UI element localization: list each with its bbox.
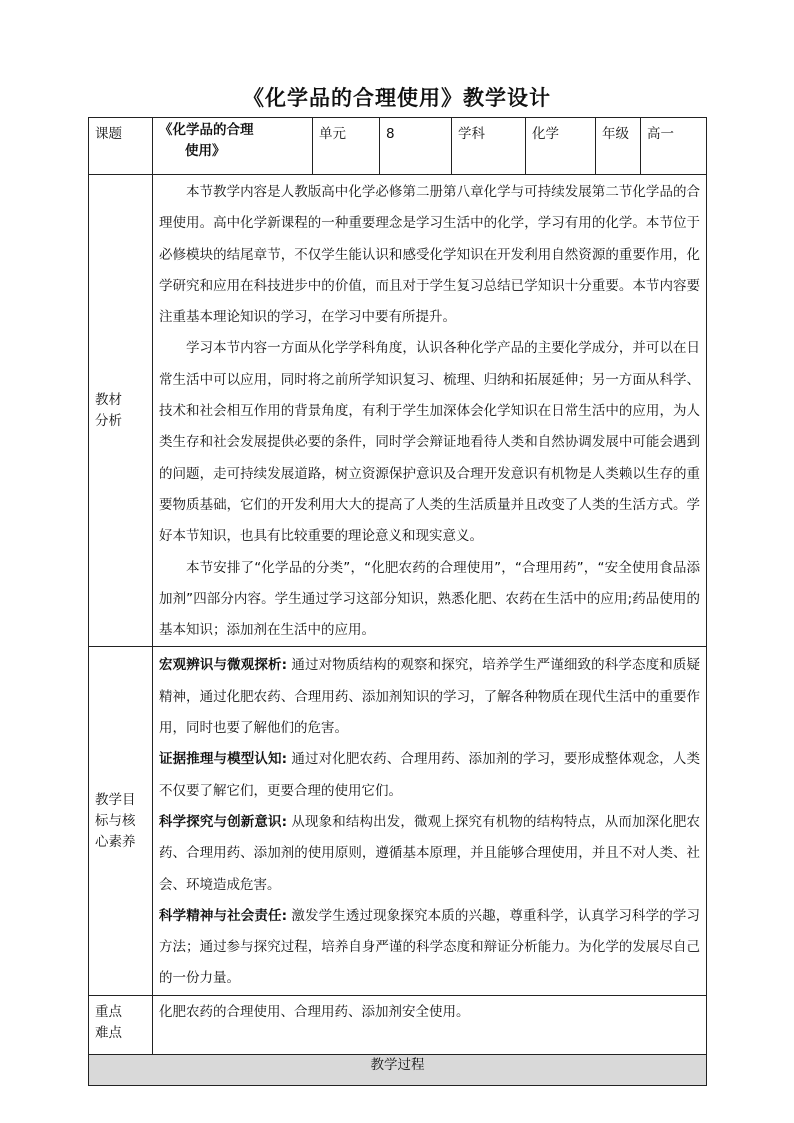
topic-value-line2: 使用》 xyxy=(185,143,226,159)
key-points-label xyxy=(89,995,153,1054)
objective-text: 从现象和结构出发，微观上探究有机物的结构特点，从而加深化肥农药、合理用药、添加剂的使用原则，遵循基本原理，并且能够合理使用，并且不对人类、社会、环境造成危害。 xyxy=(159,813,700,893)
lesson-plan-table xyxy=(88,117,707,1086)
process-row xyxy=(89,1054,707,1085)
analysis-paragraph: 学习本节内容一方面从化学学科角度，认识各种化学产品的主要化学成分，并可以在日常生活中可以应用，同时将之前所学知识复习、梳理、归纳和拓展延伸；另一方面从科学、技术和社会相互作用的背景角度，有利于学生加深体会化学知识在日常生活中的应用，为人类生存和社会发展提供必要的条件，同时学会辩证地看待人类和自然协调发展中可能会遇到的问题，走可持续发展道路，树立资源保护意识及合理开发意识有机物是人类赖以生存的重要物质基础，它们的开发利用大大的提高了人类的生活质量并且改变了人类的生活方式。学好本节知识，也具有比较重要的理论意义和现实意义。 xyxy=(159,340,700,545)
objective-text: 通过对物质结构的观察和探究，培养学生严谨细致的科学态度和质疑精神，通过化肥农药、合理用药、添加剂知识的学习，了解各种物质在现代生活中的重要作用，同时也要了解他们的危害。 xyxy=(159,657,700,737)
page-title: 《化学品的合理使用》教学设计 xyxy=(243,86,551,110)
topic-label: 课题 xyxy=(89,118,153,175)
analysis-label-line2: 分析 xyxy=(95,412,122,429)
key-points-label-line1: 重点 xyxy=(95,1003,122,1020)
subject-label: 学科 xyxy=(452,118,526,175)
unit-value: 8 xyxy=(380,118,452,175)
objective-text: 激发学生透过现象探究本质的兴趣，尊重科学，认真学习科学的学习方法；通过参与探究过程，培养自身严谨的科学态度和辩证分析能力。为化学的发展尽自己的一份力量。 xyxy=(159,907,700,987)
header-row xyxy=(89,118,707,175)
unit-label: 单元 xyxy=(313,118,380,175)
objective-heading: 宏观辨识与微观探析: xyxy=(159,657,288,674)
objectives-row xyxy=(89,647,707,995)
key-points-row xyxy=(89,995,707,1054)
objective-item xyxy=(153,744,706,807)
objectives-label xyxy=(89,647,153,995)
analysis-content xyxy=(153,175,707,647)
grade-value: 高一 xyxy=(641,118,707,175)
analysis-paragraph: 本节安排了“化学品的分类”，“化肥农药的合理使用”，“合理用药”，“安全使用食品添加剂”四部分内容。学生通过学习这部分知识，熟悉化肥、农药在生活中的应用;药品使用的基本知识；添加剂在生活中的应用。 xyxy=(159,559,700,639)
objective-heading: 科学精神与社会责任: xyxy=(159,907,288,924)
key-points-label-line2: 难点 xyxy=(95,1024,122,1041)
objectives-content xyxy=(153,647,707,995)
topic-value-line1: 《化学品的合理 xyxy=(159,122,254,138)
objective-item xyxy=(153,807,706,901)
analysis-paragraph: 本节教学内容是人教版高中化学必修第二册第八章化学与可持续发展第二节化学品的合理使用。高中化学新课程的一种重要理念是学习生活中的化学，学习有用的化学。本节位于必修模块的结尾章节，不仅学生能认识和感受化学知识在开发利用自然资源的重要作用，化学研究和应用在科技进步中的价值，而且对于学生复习总结已学知识十分重要。本节内容要注重基本理论知识的学习，在学习中要有所提升。 xyxy=(159,184,700,326)
subject-value: 化学 xyxy=(526,118,596,175)
analysis-row xyxy=(89,175,707,647)
objectives-label-line3: 心素养 xyxy=(95,833,136,850)
grade-label: 年级 xyxy=(596,118,641,175)
objectives-label-line1: 教学目 xyxy=(95,791,136,808)
analysis-label xyxy=(89,175,153,647)
objectives-label-line2: 标与核 xyxy=(95,812,136,829)
objective-heading: 科学探究与创新意识: xyxy=(159,813,288,830)
objective-item xyxy=(153,650,706,744)
objective-item xyxy=(153,901,706,995)
analysis-label-line1: 教材 xyxy=(95,391,122,408)
process-label: 教学过程 xyxy=(89,1054,707,1085)
objective-text: 通过对化肥农药、合理用药、添加剂的学习，要形成整体观念，人类不仅要了解它们，更要合理的使用它们。 xyxy=(159,751,700,799)
objective-heading: 证据推理与模型认知: xyxy=(159,751,288,768)
key-points-text: 化肥农药的合理使用、合理用药、添加剂安全使用。 xyxy=(153,995,707,1054)
topic-value xyxy=(153,118,313,175)
